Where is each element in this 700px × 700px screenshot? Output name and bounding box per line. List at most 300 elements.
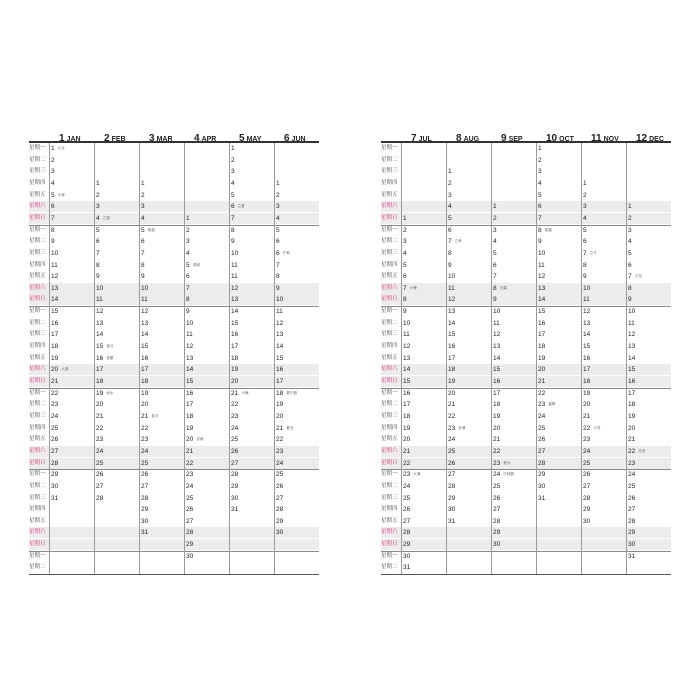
day-number: 9: [538, 238, 542, 246]
day-cell: [628, 236, 670, 247]
day-number: 30: [493, 541, 501, 549]
weekday-label: 星期四: [29, 261, 46, 268]
day-number: 14: [448, 319, 456, 327]
day-number: 12: [538, 273, 546, 281]
day-number: 4: [276, 214, 280, 222]
day-cell: [583, 434, 625, 445]
weekday-label: 星期三: [29, 494, 46, 501]
day-cell: [96, 434, 138, 445]
day-number: 27: [628, 506, 636, 514]
day-number: 13: [141, 319, 149, 327]
day-cell: [186, 283, 228, 294]
day-number: 11: [231, 273, 238, 281]
day-cell: [403, 341, 445, 352]
day-number: 29: [186, 541, 194, 549]
column-divider: [139, 143, 140, 574]
day-cell: [448, 446, 490, 457]
weekday-label: 星期五: [29, 273, 46, 280]
day-note: 寒露: [544, 227, 552, 232]
day-number: 7: [186, 284, 190, 292]
day-cell: [186, 318, 228, 329]
weekday-label: 星期二: [29, 482, 46, 489]
day-number: 10: [403, 319, 411, 327]
day-number: 13: [583, 319, 591, 327]
day-number: 18: [583, 378, 591, 385]
day-number: 11: [448, 284, 455, 292]
day-cell: [493, 283, 535, 294]
day-cell: [186, 329, 228, 340]
day-number: 27: [51, 447, 59, 455]
day-number: 28: [628, 517, 636, 525]
day-number: 26: [141, 471, 149, 479]
day-number: 27: [141, 482, 149, 490]
day-cell: [538, 201, 580, 212]
day-note: 大雪: [634, 274, 642, 279]
day-note: 白露: [499, 285, 507, 290]
day-note: 谷雨: [196, 437, 204, 442]
day-number: 6: [231, 203, 235, 211]
day-cell: [403, 260, 445, 271]
day-cell: [141, 399, 183, 410]
day-number: 16: [628, 378, 636, 385]
day-number: 8: [628, 284, 632, 292]
day-number: 4: [583, 214, 587, 222]
day-number: 5: [538, 191, 542, 199]
day-cell: [276, 318, 318, 329]
day-cell: [538, 318, 580, 329]
day-number: 8: [403, 296, 407, 304]
day-cell: [628, 458, 670, 469]
column-divider: [94, 143, 95, 574]
day-cell: [231, 178, 273, 189]
day-number: 1: [96, 179, 100, 187]
day-number: 20: [96, 401, 104, 409]
day-number: 3: [276, 203, 280, 211]
day-cell: [231, 166, 273, 177]
day-number: 2: [538, 156, 542, 164]
day-number: 25: [493, 482, 501, 490]
month-number: 6: [284, 133, 290, 144]
day-cell: [403, 225, 445, 236]
day-cell: [583, 178, 625, 189]
day-number: 16: [141, 354, 149, 362]
day-cell: [403, 481, 445, 492]
day-number: 7: [51, 214, 55, 222]
day-note: 春分: [106, 344, 114, 349]
weekend-shade: [29, 539, 319, 550]
day-number: 18: [51, 343, 59, 351]
weekday-label: 星期四: [29, 343, 46, 350]
day-number: 19: [186, 424, 194, 432]
day-cell: [276, 527, 318, 538]
day-number: 3: [583, 203, 587, 211]
day-number: 31: [403, 564, 411, 572]
day-number: 13: [448, 308, 456, 316]
day-note: 霜降: [548, 402, 556, 407]
day-cell: [448, 329, 490, 340]
day-cell: [231, 458, 273, 469]
day-number: 12: [628, 331, 636, 339]
day-cell: [96, 399, 138, 410]
day-number: 16: [583, 354, 591, 362]
month-number: 3: [149, 133, 155, 144]
day-cell: [231, 155, 273, 166]
day-number: 12: [448, 296, 456, 304]
day-cell: [448, 516, 490, 527]
day-cell: [231, 201, 273, 212]
day-cell: [141, 388, 183, 399]
day-cell: [538, 353, 580, 364]
day-cell: [628, 504, 670, 515]
day-note: 立春: [102, 215, 110, 220]
weekday-label: 星期三: [29, 412, 46, 419]
day-cell: [493, 504, 535, 515]
day-number: 30: [276, 529, 284, 537]
day-cell: [51, 353, 93, 364]
day-number: 5: [493, 249, 497, 257]
day-number: 9: [583, 273, 587, 281]
weekday-label: 星期二: [381, 156, 398, 163]
weekday-label: 星期一: [381, 552, 398, 559]
day-number: 25: [538, 424, 546, 432]
weekday-label: 星期日: [381, 214, 398, 221]
day-number: 13: [51, 284, 59, 292]
day-cell: [493, 294, 535, 305]
day-number: 17: [538, 331, 546, 339]
day-cell: [403, 271, 445, 282]
day-number: 12: [403, 343, 411, 351]
day-cell: [493, 469, 535, 480]
day-number: 18: [538, 343, 546, 351]
day-cell: [231, 190, 273, 201]
day-number: 6: [186, 273, 190, 281]
day-number: 3: [628, 226, 632, 234]
day-cell: [186, 504, 228, 515]
day-number: 8: [96, 261, 100, 269]
day-number: 15: [51, 308, 59, 316]
day-cell: [493, 399, 535, 410]
day-number: 18: [628, 401, 636, 409]
day-cell: [493, 329, 535, 340]
day-number: 5: [186, 261, 190, 269]
day-cell: [276, 236, 318, 247]
day-cell: [141, 446, 183, 457]
weekday-label: 星期一: [381, 471, 398, 478]
month-abbr: OCT: [559, 136, 574, 143]
day-number: 7: [583, 249, 587, 257]
day-cell: [538, 271, 580, 282]
weekday-label: 星期六: [381, 529, 398, 536]
day-number: 30: [141, 517, 149, 525]
day-cell: [538, 306, 580, 317]
day-cell: [583, 423, 625, 434]
day-number: 12: [493, 331, 501, 339]
day-cell: [538, 376, 580, 387]
weekday-label: 星期四: [29, 179, 46, 186]
day-cell: [231, 260, 273, 271]
day-cell: [141, 504, 183, 515]
day-cell: [186, 388, 228, 399]
day-number: 30: [583, 517, 591, 525]
day-number: 8: [51, 226, 55, 234]
day-cell: [538, 178, 580, 189]
day-number: 4: [628, 238, 632, 246]
weekday-label: 星期六: [381, 203, 398, 210]
day-number: 10: [141, 284, 149, 292]
month-number: 11: [591, 133, 602, 144]
day-cell: [628, 527, 670, 538]
month-abbr: JUL: [418, 136, 432, 143]
day-cell: [448, 294, 490, 305]
day-number: 31: [141, 529, 149, 537]
day-number: 4: [186, 249, 190, 257]
day-number: 29: [628, 529, 636, 537]
weekday-label: 星期五: [29, 517, 46, 524]
day-cell: [628, 551, 670, 562]
weekday-label: 星期日: [381, 296, 398, 303]
day-cell: [186, 411, 228, 422]
weekday-label: 星期二: [29, 401, 46, 408]
day-cell: [538, 364, 580, 375]
day-note: 小雪: [593, 425, 601, 430]
day-cell: [403, 423, 445, 434]
day-number: 3: [231, 168, 235, 176]
day-note: 端午節: [286, 390, 298, 395]
day-number: 15: [493, 366, 501, 374]
day-note: 小暑: [409, 285, 417, 290]
day-cell: [448, 190, 490, 201]
calendar-page-jul-dec: [381, 127, 671, 574]
day-number: 12: [96, 308, 104, 316]
day-number: 4: [403, 249, 407, 257]
day-cell: [403, 294, 445, 305]
day-number: 27: [493, 506, 501, 514]
day-number: 23: [276, 447, 284, 455]
day-cell: [628, 318, 670, 329]
day-number: 25: [448, 447, 456, 455]
day-number: 26: [403, 506, 411, 514]
column-divider: [491, 143, 492, 574]
day-cell: [231, 318, 273, 329]
day-number: 15: [141, 343, 149, 351]
day-cell: [276, 178, 318, 189]
weekday-label: 星期四: [29, 424, 46, 431]
day-cell: [583, 329, 625, 340]
day-cell: [583, 411, 625, 422]
day-number: 10: [448, 273, 456, 281]
column-divider: [626, 143, 627, 574]
day-cell: [403, 504, 445, 515]
day-grid: [381, 143, 671, 574]
day-cell: [448, 213, 490, 224]
day-number: 2: [186, 226, 190, 234]
weekday-label: 星期一: [381, 308, 398, 315]
day-number: 16: [538, 319, 546, 327]
day-number: 12: [231, 284, 239, 292]
day-cell: [276, 388, 318, 399]
day-cell: [276, 458, 318, 469]
day-cell: [51, 481, 93, 492]
day-cell: [493, 353, 535, 364]
day-number: 1: [51, 145, 55, 152]
day-cell: [276, 201, 318, 212]
day-cell: [51, 458, 93, 469]
day-number: 10: [583, 284, 591, 292]
day-cell: [628, 446, 670, 457]
day-number: 10: [628, 308, 636, 316]
day-cell: [493, 434, 535, 445]
day-number: 5: [231, 191, 235, 199]
day-number: 13: [276, 331, 284, 339]
day-number: 28: [276, 506, 284, 514]
weekday-label: 星期五: [381, 517, 398, 524]
day-number: 24: [51, 412, 59, 420]
day-cell: [583, 341, 625, 352]
day-number: 11: [186, 331, 193, 339]
day-cell: [96, 260, 138, 271]
day-cell: [628, 260, 670, 271]
day-cell: [186, 364, 228, 375]
day-number: 8: [448, 249, 452, 257]
day-cell: [51, 434, 93, 445]
day-number: 10: [276, 296, 284, 304]
day-cell: [493, 481, 535, 492]
day-cell: [448, 260, 490, 271]
day-cell: [96, 376, 138, 387]
day-number: 19: [276, 401, 284, 409]
day-number: 1: [186, 214, 190, 222]
day-number: 14: [538, 296, 546, 304]
day-number: 26: [628, 494, 636, 502]
weekday-label: 星期一: [381, 389, 398, 396]
column-divider: [274, 143, 275, 574]
day-cell: [583, 190, 625, 201]
day-number: 21: [276, 424, 284, 432]
day-cell: [186, 516, 228, 527]
weekday-label: 星期二: [381, 319, 398, 326]
day-number: 26: [493, 494, 501, 502]
day-number: 9: [448, 261, 452, 269]
day-note: 清明: [192, 262, 200, 267]
day-number: 14: [583, 331, 591, 339]
day-cell: [141, 271, 183, 282]
day-number: 21: [231, 389, 239, 397]
day-cell: [403, 388, 445, 399]
day-number: 15: [538, 308, 546, 316]
day-number: 4: [51, 179, 55, 187]
day-number: 6: [448, 226, 452, 234]
day-cell: [538, 283, 580, 294]
day-number: 12: [141, 308, 149, 316]
day-cell: [493, 248, 535, 259]
weekday-label: 星期一: [29, 308, 46, 315]
day-cell: [583, 306, 625, 317]
column-divider: [401, 143, 402, 574]
day-number: 29: [538, 471, 546, 479]
day-cell: [96, 388, 138, 399]
day-number: 15: [583, 343, 591, 351]
day-cell: [538, 166, 580, 177]
day-cell: [186, 271, 228, 282]
day-cell: [403, 318, 445, 329]
day-cell: [538, 411, 580, 422]
weekday-label: 星期日: [29, 214, 46, 221]
day-cell: [96, 481, 138, 492]
day-cell: [493, 458, 535, 469]
day-cell: [141, 294, 183, 305]
day-cell: [96, 329, 138, 340]
weekday-label: 星期二: [29, 319, 46, 326]
day-number: 15: [231, 319, 239, 327]
day-number: 15: [628, 366, 636, 374]
day-number: 4: [141, 214, 145, 222]
day-cell: [141, 329, 183, 340]
day-cell: [96, 423, 138, 434]
day-cell: [403, 329, 445, 340]
day-cell: [51, 399, 93, 410]
day-cell: [448, 318, 490, 329]
day-number: 15: [403, 378, 411, 385]
day-cell: [628, 271, 670, 282]
weekday-label: 星期三: [29, 168, 46, 175]
day-cell: [141, 260, 183, 271]
day-cell: [276, 341, 318, 352]
day-cell: [186, 434, 228, 445]
bottom-rule: [29, 574, 319, 575]
day-number: 20: [538, 366, 546, 374]
day-cell: [448, 178, 490, 189]
day-number: 2: [141, 191, 145, 199]
day-number: 3: [493, 226, 497, 234]
day-number: 22: [276, 436, 284, 444]
day-cell: [276, 481, 318, 492]
day-cell: [538, 434, 580, 445]
day-number: 14: [628, 354, 636, 362]
day-number: 14: [96, 331, 104, 339]
weekday-label: 星期六: [29, 529, 46, 536]
day-cell: [538, 458, 580, 469]
day-number: 20: [51, 366, 59, 374]
day-number: 28: [403, 529, 411, 537]
day-cell: [538, 260, 580, 271]
day-number: 10: [51, 249, 59, 257]
day-cell: [493, 318, 535, 329]
day-note: 大寒: [61, 367, 69, 372]
day-number: 7: [448, 238, 452, 246]
day-number: 28: [51, 459, 59, 467]
day-number: 26: [231, 447, 239, 455]
day-cell: [186, 294, 228, 305]
day-number: 6: [538, 203, 542, 211]
day-cell: [96, 446, 138, 457]
day-cell: [538, 155, 580, 166]
day-number: 13: [538, 284, 546, 292]
day-number: 11: [628, 319, 635, 327]
day-number: 14: [493, 354, 501, 362]
day-cell: [276, 411, 318, 422]
day-number: 11: [276, 308, 283, 316]
month-header-row: [381, 127, 671, 143]
day-number: 9: [231, 238, 235, 246]
day-number: 8: [276, 273, 280, 281]
day-number: 6: [493, 261, 497, 269]
day-cell: [403, 493, 445, 504]
weekday-label: 星期一: [29, 471, 46, 478]
day-cell: [583, 446, 625, 457]
day-cell: [583, 504, 625, 515]
day-cell: [448, 166, 490, 177]
day-cell: [141, 213, 183, 224]
